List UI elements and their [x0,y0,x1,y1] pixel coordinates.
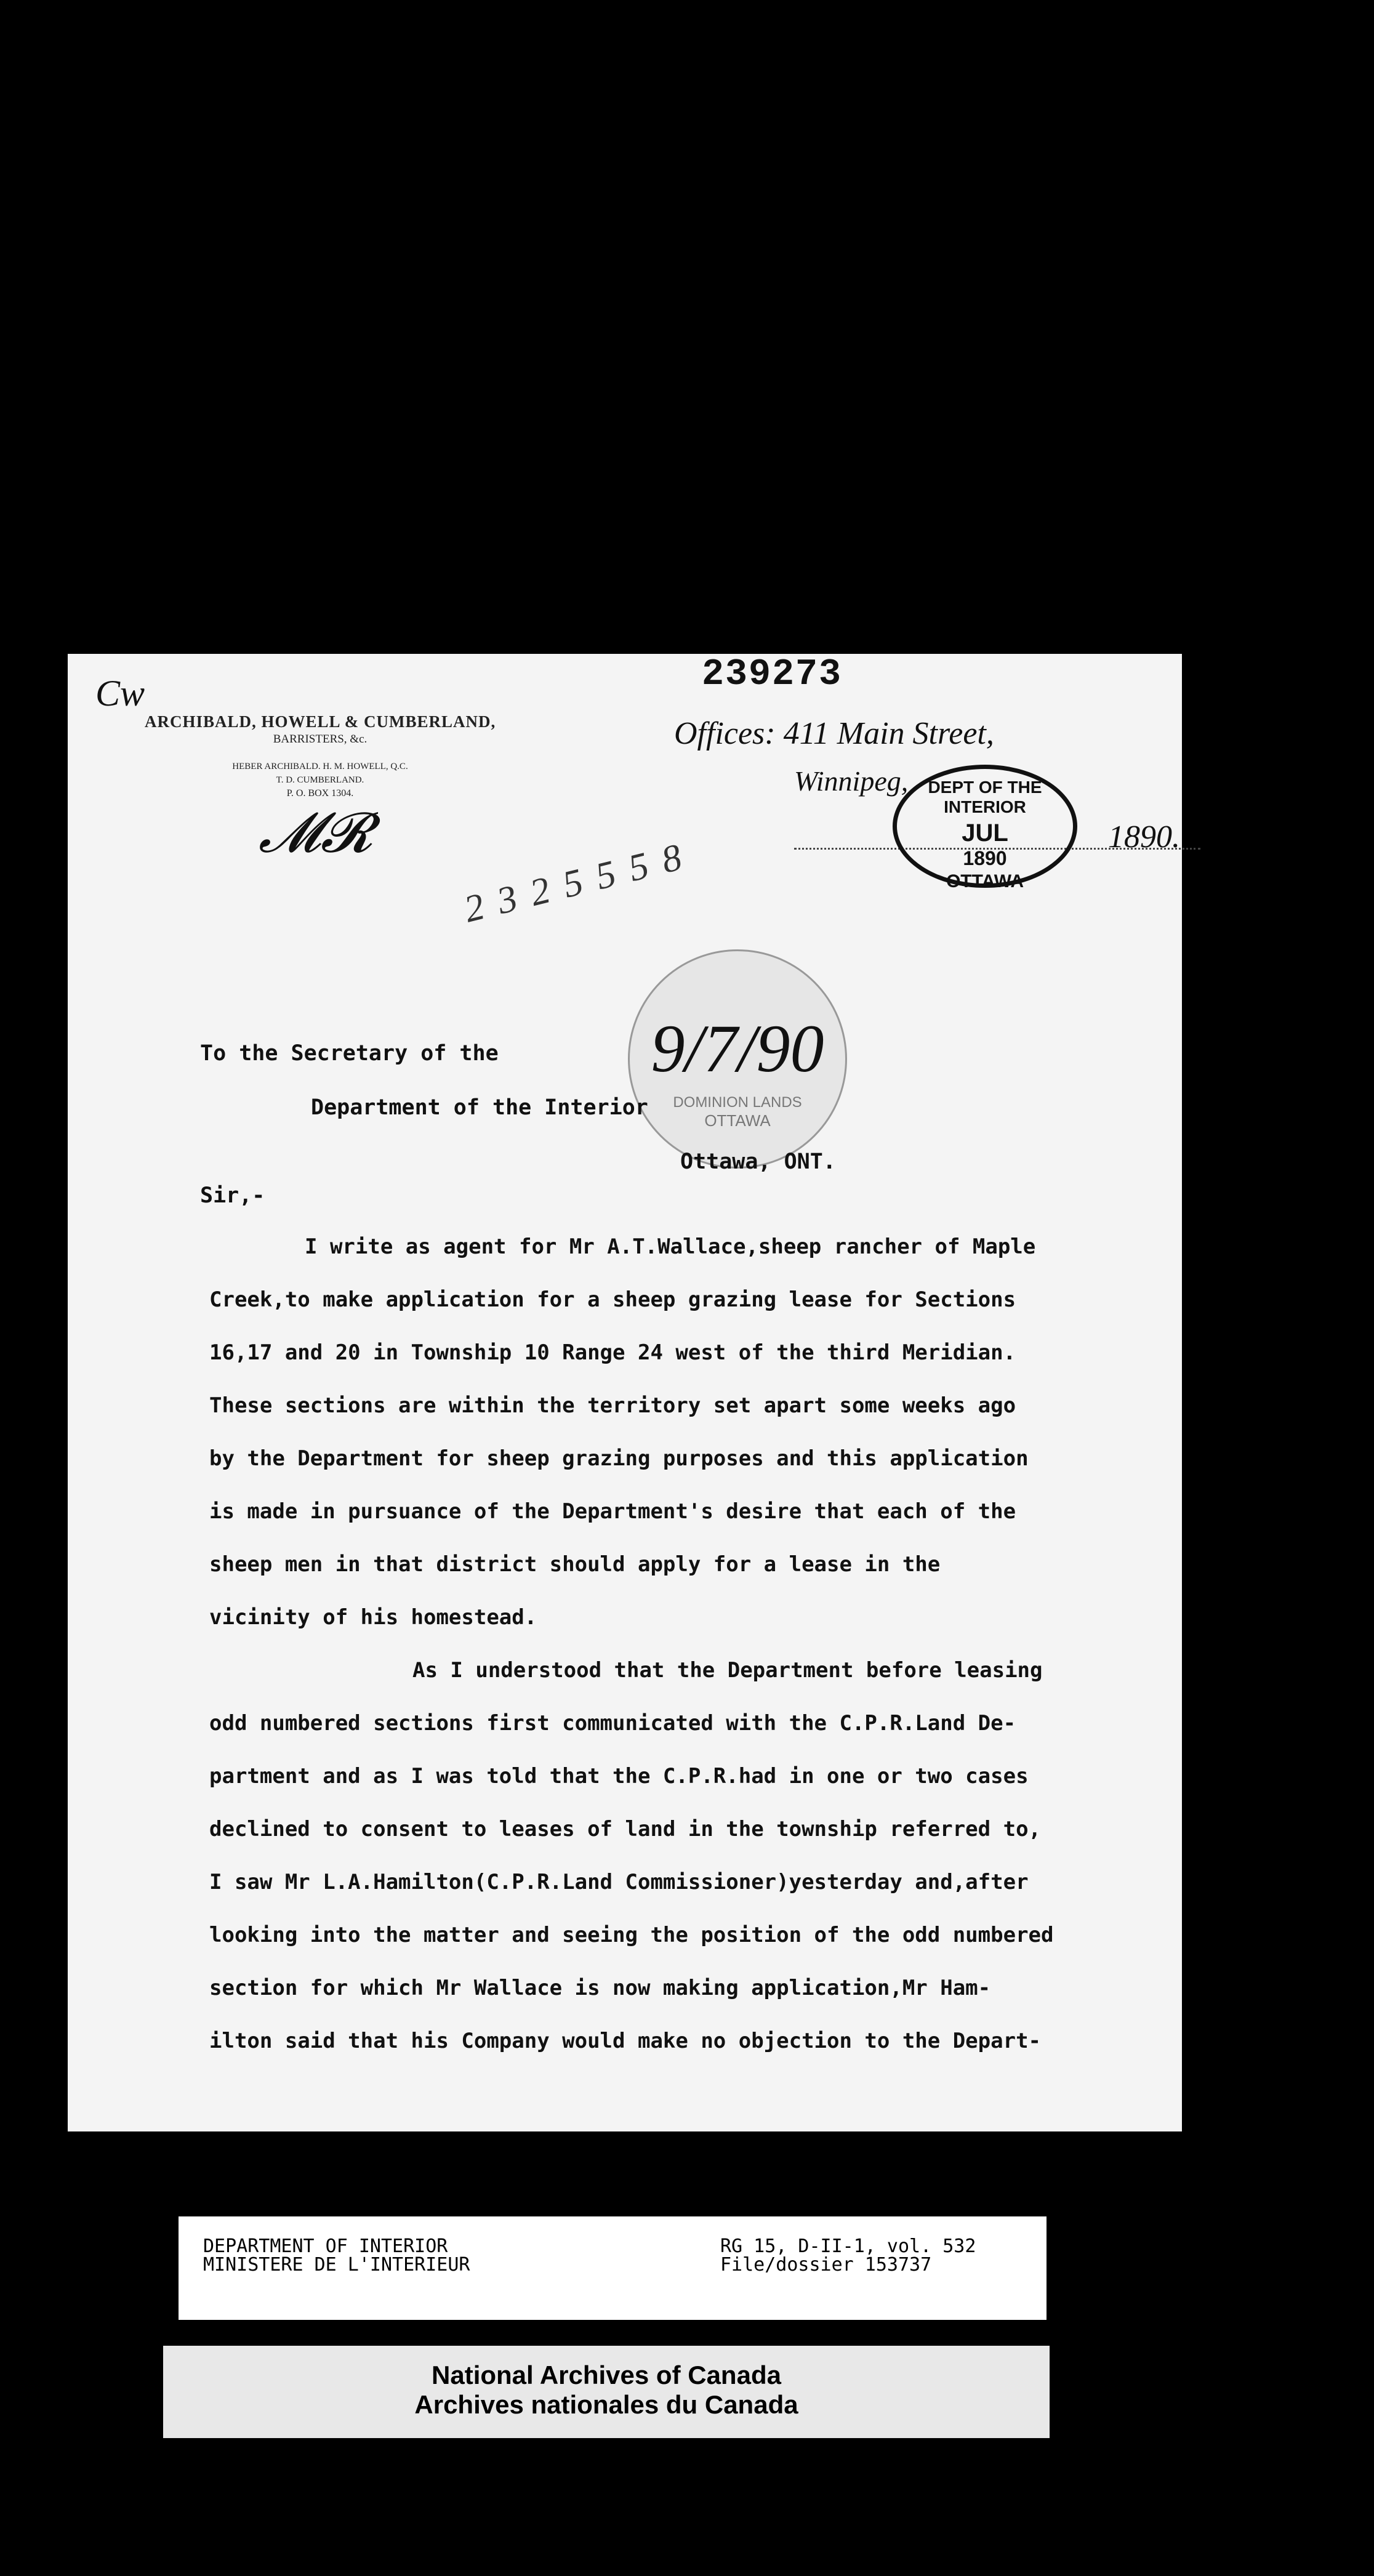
archive-name-en: National Archives of Canada [432,2361,781,2389]
stamp-label: DOMINION LANDS [673,1094,802,1111]
letter-body [209,1220,1170,2067]
archive-reference-label [179,2216,1047,2320]
record-group: RG 15, D-II-1, vol. 532 [720,2236,976,2257]
body-line: is made in pursuance of the Department's desire that each of the [209,1499,1016,1524]
body-line: Creek,to make application for a sheep grazing lease for Sections [209,1287,1016,1312]
body-line: As I understood that the Department before leasing [412,1658,1043,1683]
body-line: looking into the matter and seeing the position of the odd numbered [209,1923,1054,1947]
address-line: Ottawa, ONT. [680,1149,836,1174]
body-line: declined to consent to leases of land in the township referred to, [209,1817,1042,1841]
office-address: Offices: 411 Main Street, [674,716,994,751]
file-number: File/dossier 153737 [720,2254,932,2276]
body-line: partment and as I was told that the C.P.R.had in one or two cases [209,1764,1029,1789]
body-line: sheep men in that district should apply for a lease in the [209,1552,941,1577]
body-line: section for which Mr Wallace is now making application,Mr Ham- [209,1976,991,2000]
body-line: I write as agent for Mr A.T.Wallace,sheep rancher of Maple [305,1234,1036,1259]
dept-french: MINISTERE DE L'INTERIEUR [203,2254,470,2276]
handwritten-number: 2325558 [460,832,701,931]
letter-page [68,654,1182,2131]
firm-subtitle: BARRISTERS, &c. [273,733,368,746]
document-number: 239273 [702,654,843,696]
received-stamp [893,765,1077,892]
city-line: Winnipeg, [794,765,909,797]
body-line: vicinity of his homestead. [209,1605,537,1630]
body-line: These sections are within the territory set apart some weeks ago [209,1393,1016,1418]
partners [145,760,496,787]
stamp-month: JUL [962,819,1008,847]
body-line: odd numbered sections first communicated with the C.P.R.Land De- [209,1711,1016,1736]
archive-name-fr: Archives nationales du Canada [414,2390,798,2419]
body-line: I saw Mr L.A.Hamilton(C.P.R.Land Commissioner)yesterday and,after [209,1870,1029,1894]
partner-line: HEBER ARCHIBALD. H. M. HOWELL, Q.C. [232,762,408,771]
handwritten-initials: 𝓜𝓡 [259,803,372,864]
address-line: To the Secretary of the [200,1041,499,1066]
letter-year: 1890. [1108,819,1180,855]
dept-english: DEPARTMENT OF INTERIOR [203,2236,448,2257]
stamp-year: 1890 [963,847,1007,869]
recipient-address [200,1026,836,1189]
handwritten-mark: Cw [95,673,145,714]
po-box: P. O. BOX 1304. [286,788,354,799]
letterhead [145,712,496,799]
archive-name-label [163,2346,1050,2438]
body-line: by the Department for sheep grazing purposes and this application [209,1446,1029,1471]
salutation: Sir,- [200,1183,265,1208]
stamp-date: 9/7/90 [651,1011,824,1086]
stamp-city: OTTAWA [946,871,1024,892]
stamp-dept: DEPT OF THE INTERIOR [928,778,1042,816]
body-line: 16,17 and 20 in Township 10 Range 24 west of the third Meridian. [209,1340,1016,1365]
firm-name: ARCHIBALD, HOWELL & CUMBERLAND, [145,712,496,731]
body-line: ilton said that his Company would make no objection to the Depart- [209,2029,1042,2053]
address-line: Department of the Interior [311,1095,648,1120]
stamp-city: OTTAWA [704,1111,771,1130]
partner-line: T. D. CUMBERLAND. [276,775,364,785]
